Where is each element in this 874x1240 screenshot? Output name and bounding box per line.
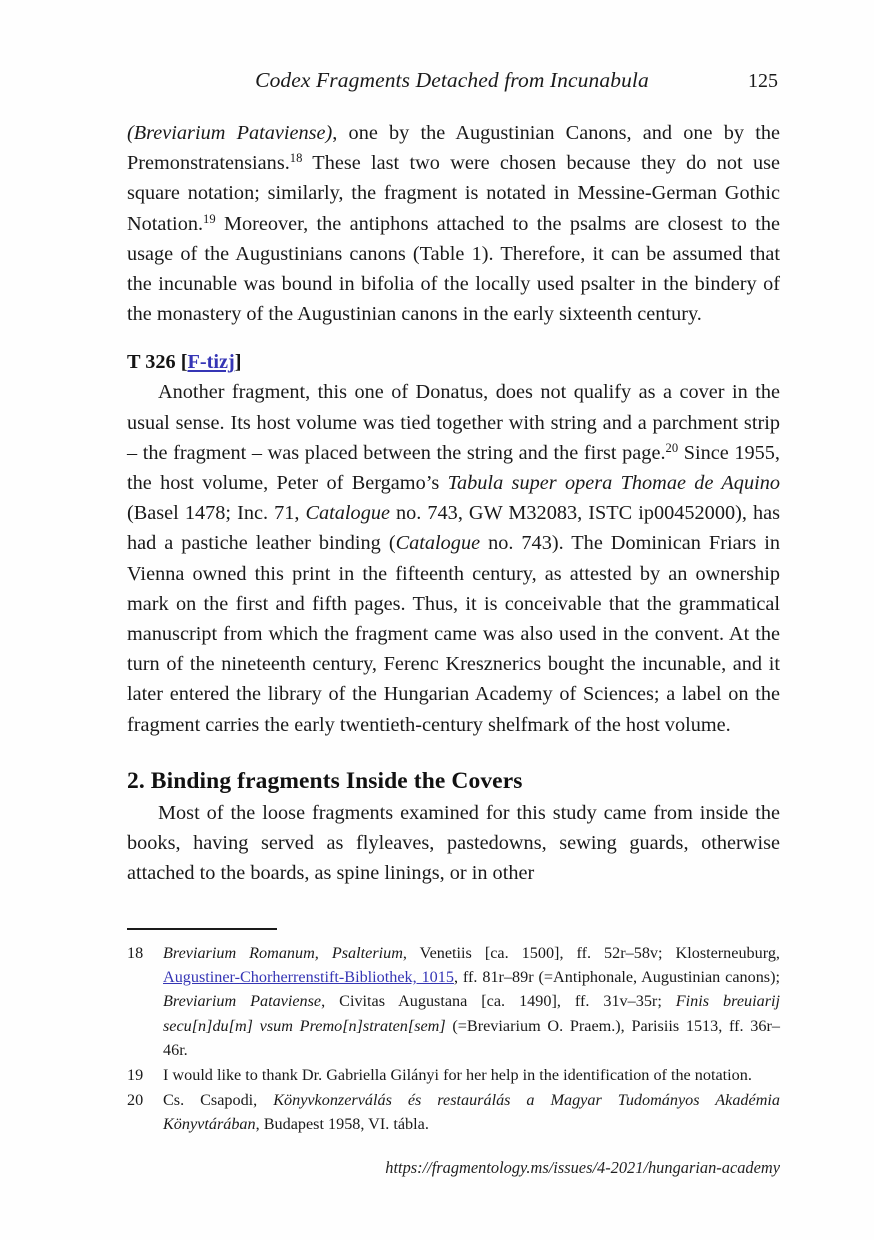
fn20-segment-3: , Budapest 1958, VI. tábla. xyxy=(255,1115,429,1134)
footnote-ref-18[interactable]: 18 xyxy=(289,151,303,166)
footnote-text-18 xyxy=(163,941,780,1062)
paragraph-loose-fragments: Most of the loose fragments examined for this study came from inside the books, having served as flyleaves, pastedowns, sewing guards, otherwise attached to the boards, as spine linings, or in other xyxy=(127,801,780,885)
fn20-segment-1: Cs. Csapodi, xyxy=(163,1091,274,1110)
fn20-title-konyvkonzervalas: Könyvkonzerválás és restaurálás a Magyar Tudományos Akadémia Könyvtárában xyxy=(163,1091,780,1134)
fn18-segment-5: , Civitas Augustana [ca. 1490], ff. 31v–35r; xyxy=(321,992,676,1011)
section-heading-binding-fragments: 2. Binding fragments Inside the Covers xyxy=(127,767,523,794)
fn18-segment-3: , ff. 81r–89r (=Antiphonale, Augustinian canons); xyxy=(453,968,780,987)
subheading-suffix: ] xyxy=(234,351,242,374)
footnote-text-19: I would like to thank Dr. Gabriella Gilányi for her help in the identification of the notation. xyxy=(163,1066,752,1085)
footnote-number-18: 18 xyxy=(127,944,144,962)
title-catalogue-2: Catalogue xyxy=(395,532,481,555)
para2-segment-2: Since 1955, the host volume, Peter of Bergamo’s xyxy=(127,441,780,495)
footnote-ref-20[interactable]: 20 xyxy=(665,440,679,455)
footnote-number-19: 19 xyxy=(127,1066,144,1085)
footnote-area xyxy=(127,928,780,1138)
footnote-19 xyxy=(127,1063,780,1087)
running-head xyxy=(128,68,778,98)
title-breviarium-pataviense: (Breviarium Pataviense) xyxy=(127,122,333,144)
footer-url: https://fragmentology.ms/issues/4-2021/hungarian-academy xyxy=(385,1158,780,1177)
para1-segment-2: , one by the Augustinian Canons, and one by the Premonstratensians. xyxy=(127,122,780,175)
paragraph-donatus-fragment xyxy=(127,377,780,739)
fragment-link-f-tizj[interactable]: F-tizj xyxy=(187,351,235,374)
para2-segment-1: Another fragment, this one of Donatus, does not qualify as a cover in the usual sense. Its host volume was tied together with string and a parchment strip – the fragment – was placed between the string and the first page. xyxy=(127,381,780,464)
title-tabula-super-opera: Tabula super opera Thomae de Aquino xyxy=(447,472,780,495)
footnote-ref-19[interactable]: 19 xyxy=(203,211,216,226)
footnote-18 xyxy=(127,941,780,1062)
title-catalogue-1: Catalogue xyxy=(305,502,390,525)
para2-segment-4: (Basel 1478; Inc. 71, xyxy=(127,502,306,525)
fn18-segment-2: , Venetiis [ca. 1500], ff. 52r–58v; Klosterneuburg, xyxy=(402,944,780,962)
para1-segment-3: These last two were chosen because they do not use square notation; similarly, the fragment is notated in Messine-German Gothic Notation. xyxy=(127,152,780,235)
subheading-t326 xyxy=(127,347,780,377)
footnote-separator-rule xyxy=(127,928,277,930)
paragraph-spacer xyxy=(127,329,780,347)
fn18-segment-7: (=Breviarium O. Praem.), Parisiis 1513, ff. 36r–46r. xyxy=(163,1016,780,1059)
para2-segment-8: no. 743). The Dominican Friars in Vienna owned this print in the fifteenth century, as attested by an ownership mark on the first and fifth pages. Thus, it is conceivable that the grammatical manuscript from which the fragment came was also used in the convent. At the turn of the nineteenth century, Ferenc Kresznerics bought the incunable, and it later entered the library of the Hungarian Academy of Sciences; a label on the fragment carries the early twentieth-century shelfmark of the host volume. xyxy=(127,532,780,736)
section-spacer xyxy=(127,740,780,764)
subheading-prefix: T 326 [ xyxy=(127,351,188,374)
fn18-title-breviarium-romanum: Breviarium Romanum, Psalterium xyxy=(163,944,403,962)
paragraph-breviarium-pataviense xyxy=(127,118,780,329)
footnote-text-20 xyxy=(163,1088,780,1136)
para1-segment-4: Moreover, the antiphons attached to the psalms are closest to the usage of the Augustinians canons (Table 1). Therefore, it can be assumed that the incunable was bound in bifolia of the locally used psalter in the bindery of the monastery of the Augustinian canons in the early sixteenth century. xyxy=(127,212,780,326)
library-link-augustiner-chorherrenstift[interactable]: Augustiner-Chorherrenstift-Bibliothek, 1015 xyxy=(163,968,454,987)
footnote-number-20: 20 xyxy=(127,1091,144,1110)
running-head-title: Codex Fragments Detached from Incunabula xyxy=(255,68,649,92)
fn18-title-finis-breuiarij: Finis breuiarij secu[n]du[m] vsum Premo[n]straten[sem] xyxy=(163,992,781,1035)
page-number: 125 xyxy=(748,70,778,92)
para2-segment-6: no. 743, GW M32083, ISTC ip00452000), has had a pastiche leather binding ( xyxy=(127,502,780,555)
main-text-block xyxy=(127,118,780,888)
fn18-title-breviarium-pataviense: Breviarium Pataviense xyxy=(163,992,322,1011)
footnote-20 xyxy=(127,1088,780,1136)
